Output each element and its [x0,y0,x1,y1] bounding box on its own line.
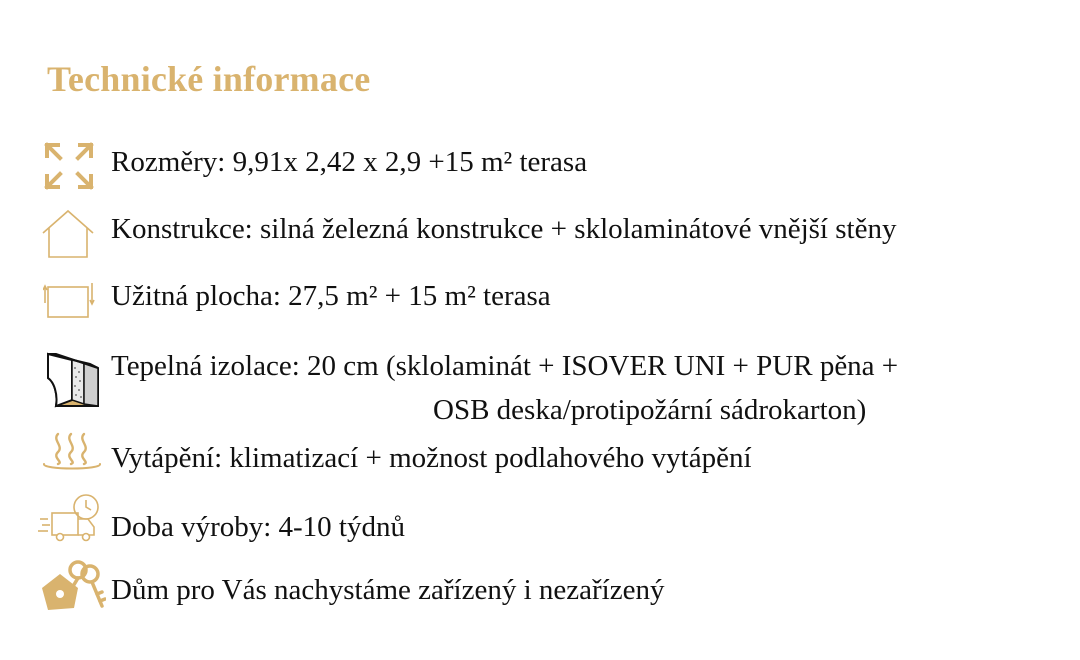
floor-area-icon [43,277,95,321]
delivery-time-icon [38,491,104,545]
heating-icon [38,430,106,474]
house-icon [41,209,95,259]
info-text-insulation-line1: Tepelná izolace: 20 cm (sklolaminát + ISOVER UNI + PUR pěna + [111,350,899,382]
info-text-insulation [111,344,898,432]
info-text-dimensions: Rozměry: 9,91x 2,42 x 2,9 +15 m² terasa [111,146,588,178]
house-keys-icon [38,558,106,614]
expand-arrows-icon [44,142,94,190]
info-text-production: Doba výroby: 4-10 týdnů [111,511,405,543]
info-text-furnished: Dům pro Vás nachystáme zařízený i nezařízený [111,574,665,606]
info-text-area: Užitná plocha: 27,5 m² + 15 m² terasa [111,280,551,312]
page-title: Technické informace [47,59,371,99]
insulation-icon [44,350,100,408]
info-text-insulation-line2: OSB deska/protipožární sádrokarton) [433,394,867,426]
info-text-construction: Konstrukce: silná železná konstrukce + sklolaminátové vnější stěny [111,213,897,245]
info-text-heating: Vytápění: klimatizací + možnost podlahového vytápění [111,442,752,474]
